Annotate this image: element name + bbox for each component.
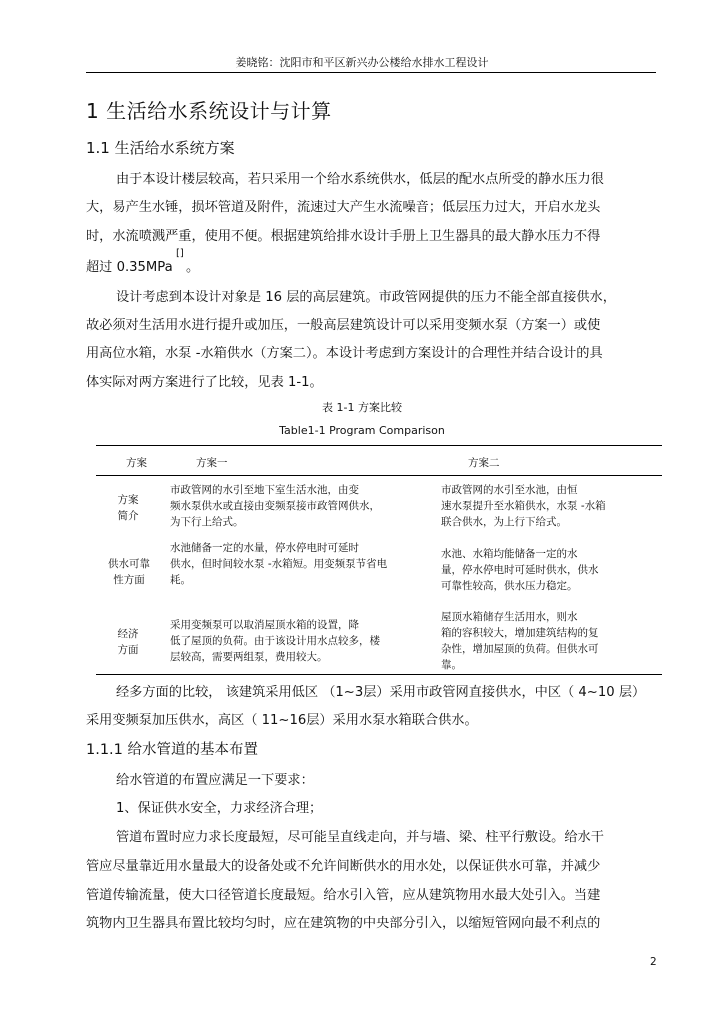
- subsection-heading: 1.1 生活给水系统方案: [86, 139, 235, 157]
- paragraph-line: 管应尽量靠近用水量最大的设备处或不允许间断供水的用水处，以保证供水可靠，并减少: [86, 859, 601, 874]
- page-number: 2: [650, 956, 657, 968]
- paragraph-line: 管道传输流量，使大口径管道长度最短。给水引入管，应从建筑物用水最大处引入。当建: [86, 888, 601, 903]
- paragraph-line: 体实际对两方案进行了比较，见表 1-1。: [86, 375, 323, 390]
- paragraph-line: 用高位水箱，水泵 -水箱供水（方案二）。本设计考虑到方案设计的合理性并结合设计的具: [86, 346, 603, 361]
- paragraph-line: 。: [186, 260, 200, 275]
- table-cell: 市政管网的水引至地下室生活水池，由变 频水泵供水或直接由变频泵接市政管网供水， 为下行上给式。: [170, 484, 380, 528]
- table-row-label: 方案 简介: [117, 494, 139, 522]
- section-heading: 1 生活给水系统设计与计算: [86, 99, 332, 123]
- citation-mark: []: [176, 248, 184, 259]
- paragraph-line: 经多方面的比较， 该建筑采用低区 （1~3层）采用市政管网直接供水，中区（ 4~10 层）: [116, 685, 646, 700]
- table-header-rule: [96, 475, 662, 476]
- paragraph-line: 设计考虑到本设计对象是 16 层的高层建筑。市政管网提供的压力不能全部直接供水，: [116, 290, 616, 305]
- paragraph-line: 大，易产生水锤，损坏管道及附件，流速过大产生水流噪音；低层压力过大，开启水龙头: [86, 200, 601, 215]
- table-bottom-rule: [96, 674, 662, 675]
- paragraph-line: 故必须对生活用水进行提升或加压，一般高层建筑设计可以采用变频水泵（方案一）或使: [86, 318, 601, 333]
- paragraph-line: 给水管道的布置应满足一下要求：: [116, 773, 314, 788]
- table-header-cell: 方案一: [196, 457, 228, 469]
- paragraph-line: 由于本设计楼层较高，若只采用一个给水系统供水，低层的配水点所受的静水压力很: [116, 172, 604, 187]
- header-rule: [86, 72, 656, 73]
- subsubsection-heading: 1.1.1 给水管道的基本布置: [86, 742, 259, 758]
- paragraph-line: 采用变频泵加压供水，高区（ 11~16层）采用水泵水箱联合供水。: [86, 713, 478, 728]
- table-header-cell: 方案二: [468, 457, 500, 469]
- paragraph-line: 时，水流喷溅严重，使用不便。根据建筑给排水设计手册上卫生器具的最大静水压力不得: [86, 229, 601, 244]
- table-cell: 屋顶水箱储存生活用水，则水 箱的容积较大，增加建筑结构的复 杂性，增加屋顶的负荷。但供水可 靠。: [441, 611, 599, 671]
- table-caption-en: Table1-1 Program Comparison: [279, 424, 445, 437]
- table-cell: 水池储备一定的水量，停水停电时可延时 供水，但时间较水泵 -水箱短。用变频泵节省电 耗。: [170, 542, 388, 586]
- paragraph-line: 筑物内卫生器具布置比较均匀时，应在建筑物的中央部分引入，以缩短管网向最不利点的: [86, 916, 601, 931]
- table-row-label: 供水可靠 性方面: [108, 558, 150, 586]
- table-header-cell: 方案: [126, 457, 147, 469]
- table-cell: 水池、水箱均能储备一定的水 量，停水停电时可延时供水，供水 可靠性较高，供水压力稳定。: [441, 548, 599, 592]
- table-caption-cn: 表 1-1 方案比较: [322, 401, 402, 414]
- paragraph-line: 1、保证供水安全，力求经济合理；: [116, 801, 323, 816]
- table-top-rule: [96, 445, 662, 446]
- table-cell: 市政管网的水引至水池，由恒 速水泵提升至水箱供水，水泵 -水箱 联合供水，为上行下给式。: [441, 484, 606, 528]
- paragraph-line: 管道布置时应力求长度最短，尽可能呈直线走向，并与墙、梁、柱平行敷设。给水干: [116, 830, 604, 845]
- table-row-label: 经济 方面: [117, 628, 139, 656]
- paragraph-line: 超过 0.35MPa: [86, 260, 173, 275]
- table-cell: 采用变频泵可以取消屋顶水箱的设置，降 低了屋顶的负荷。由于该设计用水点较多，楼 层较高，需要两组泵，费用较大。: [170, 619, 380, 663]
- running-header: 姜晓铭：沈阳市和平区新兴办公楼给水排水工程设计: [235, 56, 489, 69]
